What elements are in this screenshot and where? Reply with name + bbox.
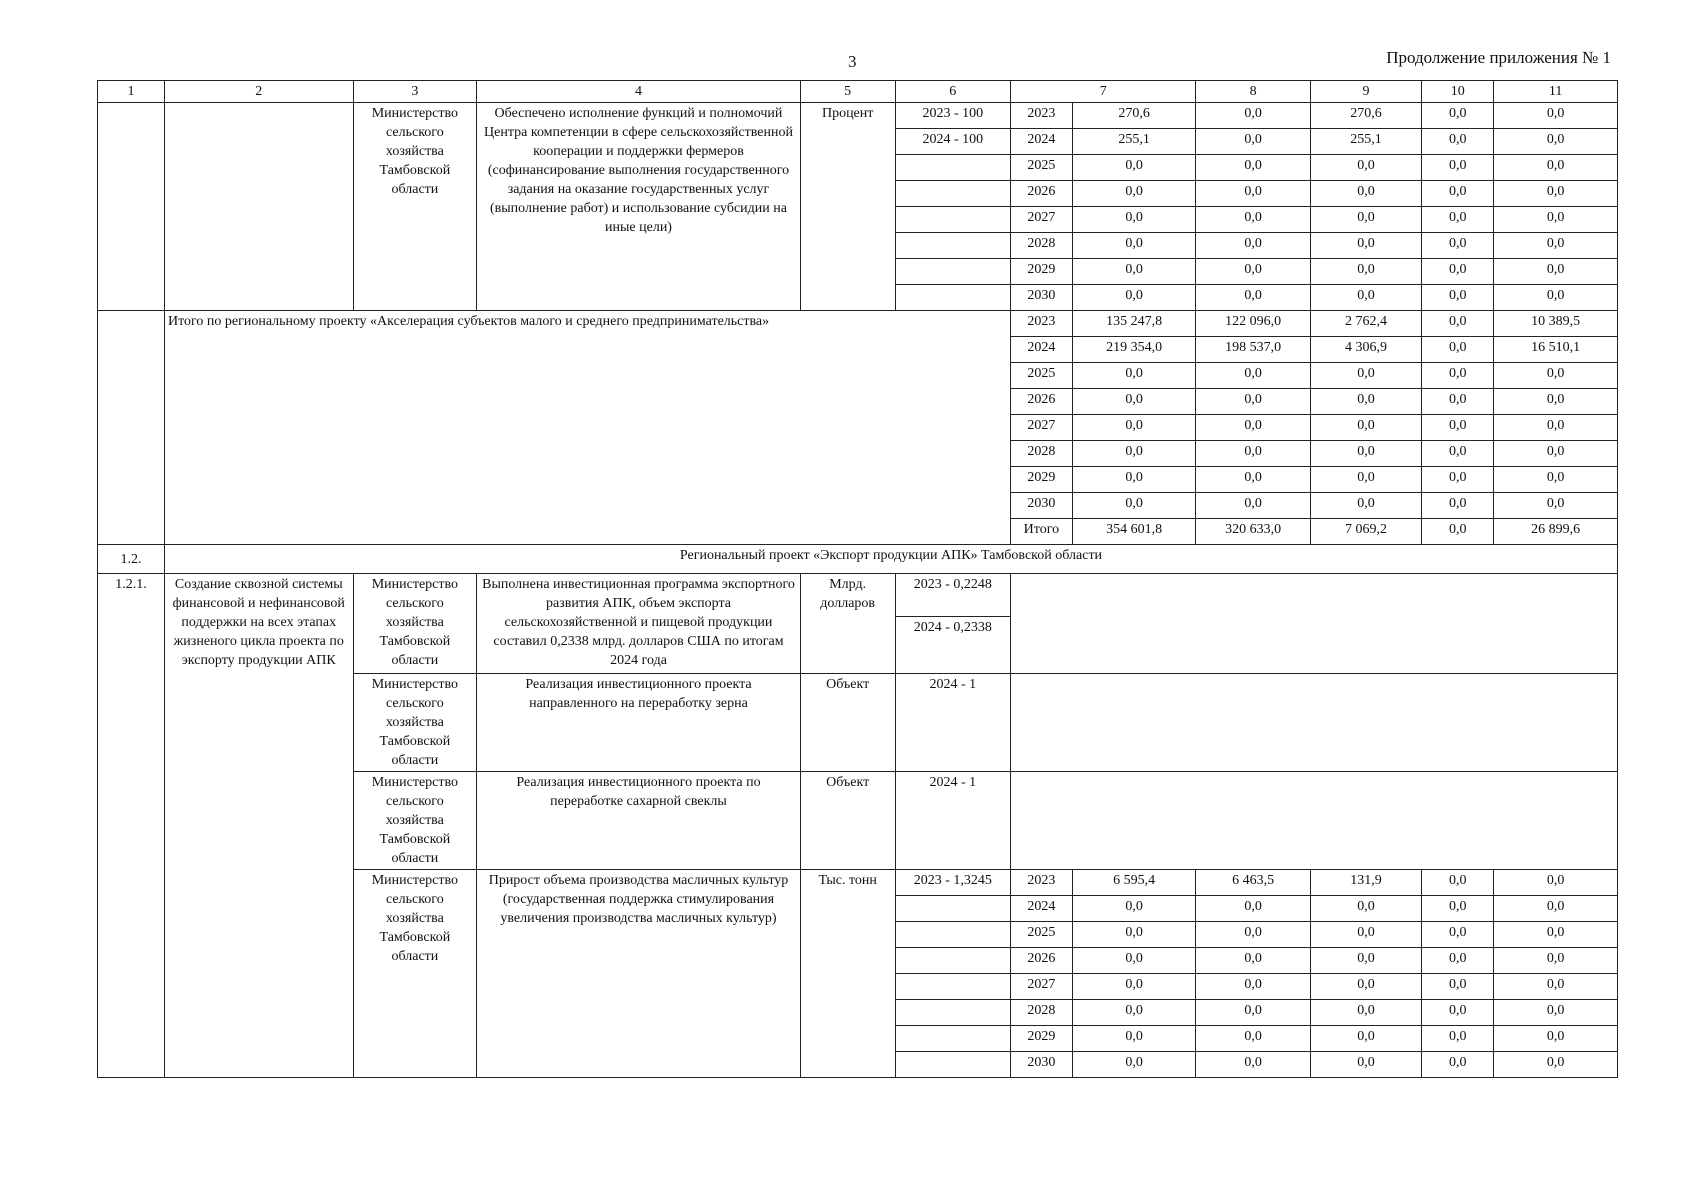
value-cell: 0,0 bbox=[1310, 207, 1421, 233]
value-cell: 0,0 bbox=[1310, 259, 1421, 285]
value-cell: 0,0 bbox=[1196, 363, 1310, 389]
empty-cell bbox=[1010, 574, 1617, 674]
empty-cell bbox=[895, 155, 1010, 181]
table-row bbox=[98, 103, 1618, 129]
value-cell: 0,0 bbox=[1196, 896, 1310, 922]
value-cell: 0,0 bbox=[1422, 467, 1494, 493]
value-cell: 0,0 bbox=[1422, 922, 1494, 948]
responsible-cell: Министерство сельского хозяйства Тамбовской области bbox=[353, 870, 477, 1078]
value-cell: 131,9 bbox=[1310, 870, 1421, 896]
table-row bbox=[98, 574, 1618, 617]
value-cell: 0,0 bbox=[1422, 519, 1494, 545]
empty-cell bbox=[98, 103, 165, 311]
value-cell: 0,0 bbox=[1494, 415, 1618, 441]
value-cell: 320 633,0 bbox=[1196, 519, 1310, 545]
empty-cell bbox=[895, 181, 1010, 207]
value-cell: 255,1 bbox=[1310, 129, 1421, 155]
value-cell: 0,0 bbox=[1196, 233, 1310, 259]
col-header: 8 bbox=[1196, 81, 1310, 103]
empty-cell bbox=[895, 233, 1010, 259]
target-cell: 2023 - 1,3245 bbox=[895, 870, 1010, 896]
year-cell: 2028 bbox=[1010, 1000, 1072, 1026]
value-cell: 0,0 bbox=[1422, 207, 1494, 233]
value-cell: 0,0 bbox=[1196, 1000, 1310, 1026]
value-cell: 10 389,5 bbox=[1494, 311, 1618, 337]
value-cell: 0,0 bbox=[1494, 896, 1618, 922]
value-cell: 0,0 bbox=[1196, 285, 1310, 311]
year-cell: 2030 bbox=[1010, 493, 1072, 519]
value-cell: 0,0 bbox=[1422, 948, 1494, 974]
value-cell: 0,0 bbox=[1072, 441, 1196, 467]
col-header: 11 bbox=[1494, 81, 1618, 103]
value-cell: 0,0 bbox=[1196, 974, 1310, 1000]
total-label: Итого по региональному проекту «Акселерация субъектов малого и среднего предпринимательства» bbox=[164, 311, 1010, 545]
year-cell: 2025 bbox=[1010, 922, 1072, 948]
empty-cell bbox=[164, 103, 353, 311]
value-cell: 6 595,4 bbox=[1072, 870, 1196, 896]
value-cell: 0,0 bbox=[1196, 922, 1310, 948]
target-cell: 2024 - 0,2338 bbox=[895, 617, 1010, 674]
value-cell: 0,0 bbox=[1494, 363, 1618, 389]
empty-cell bbox=[895, 285, 1010, 311]
value-cell: 0,0 bbox=[1422, 493, 1494, 519]
year-cell: 2023 bbox=[1010, 103, 1072, 129]
result-cell: Обеспечено исполнение функций и полномочий Центра компетенции в сфере сельскохозяйственной кооперации и поддержки фермеров (софинансирование выполнения государственного задания на оказание государственных услуг (выполнение работ) и использование субсидии на иные цели) bbox=[477, 103, 801, 311]
empty-cell bbox=[895, 1026, 1010, 1052]
value-cell: 0,0 bbox=[1422, 1026, 1494, 1052]
value-cell: 0,0 bbox=[1422, 363, 1494, 389]
value-cell: 0,0 bbox=[1422, 181, 1494, 207]
value-cell: 0,0 bbox=[1196, 1052, 1310, 1078]
col-header: 9 bbox=[1310, 81, 1421, 103]
value-cell: 0,0 bbox=[1072, 922, 1196, 948]
year-cell: 2027 bbox=[1010, 415, 1072, 441]
value-cell: 2 762,4 bbox=[1310, 311, 1421, 337]
value-cell: 0,0 bbox=[1494, 922, 1618, 948]
continuation-label: Продолжение приложения № 1 bbox=[1386, 48, 1611, 67]
year-cell: 2023 bbox=[1010, 311, 1072, 337]
result-cell: Прирост объема производства масличных культур (государственная поддержка стимулирования увеличения производства масличных культур) bbox=[477, 870, 801, 1078]
value-cell: 135 247,8 bbox=[1072, 311, 1196, 337]
section-title: Региональный проект «Экспорт продукции АПК» Тамбовской области bbox=[164, 545, 1617, 574]
value-cell: 0,0 bbox=[1422, 129, 1494, 155]
value-cell: 0,0 bbox=[1422, 1000, 1494, 1026]
value-cell: 0,0 bbox=[1422, 441, 1494, 467]
value-cell: 0,0 bbox=[1494, 155, 1618, 181]
value-cell: 0,0 bbox=[1310, 441, 1421, 467]
value-cell: 0,0 bbox=[1310, 233, 1421, 259]
item-number: 1.2.1. bbox=[98, 574, 165, 1078]
value-cell: 0,0 bbox=[1196, 493, 1310, 519]
value-cell: 0,0 bbox=[1422, 285, 1494, 311]
col-header: 7 bbox=[1010, 81, 1195, 103]
value-cell: 6 463,5 bbox=[1196, 870, 1310, 896]
value-cell: 0,0 bbox=[1196, 181, 1310, 207]
value-cell: 0,0 bbox=[1310, 896, 1421, 922]
value-cell: 270,6 bbox=[1310, 103, 1421, 129]
value-cell: 26 899,6 bbox=[1494, 519, 1618, 545]
value-cell: 0,0 bbox=[1310, 363, 1421, 389]
value-cell: 0,0 bbox=[1072, 467, 1196, 493]
value-cell: 0,0 bbox=[1494, 441, 1618, 467]
value-cell: 0,0 bbox=[1310, 1026, 1421, 1052]
year-cell: 2024 bbox=[1010, 337, 1072, 363]
result-cell: Реализация инвестиционного проекта по переработке сахарной свеклы bbox=[477, 772, 801, 870]
year-cell: 2029 bbox=[1010, 259, 1072, 285]
value-cell: 0,0 bbox=[1310, 415, 1421, 441]
value-cell: 0,0 bbox=[1494, 103, 1618, 129]
value-cell: 0,0 bbox=[1072, 181, 1196, 207]
value-cell: 0,0 bbox=[1310, 493, 1421, 519]
empty-cell bbox=[895, 922, 1010, 948]
value-cell: 0,0 bbox=[1494, 1052, 1618, 1078]
value-cell: 0,0 bbox=[1494, 285, 1618, 311]
value-cell: 0,0 bbox=[1422, 870, 1494, 896]
value-cell: 0,0 bbox=[1494, 493, 1618, 519]
responsible-cell: Министерство сельского хозяйства Тамбовской области bbox=[353, 574, 477, 674]
value-cell: 270,6 bbox=[1072, 103, 1196, 129]
value-cell: 0,0 bbox=[1072, 1052, 1196, 1078]
value-cell: 4 306,9 bbox=[1310, 337, 1421, 363]
value-cell: 16 510,1 bbox=[1494, 337, 1618, 363]
target-cell: 2024 - 1 bbox=[895, 772, 1010, 870]
empty-cell bbox=[895, 1000, 1010, 1026]
unit-cell: Тыс. тонн bbox=[800, 870, 895, 1078]
value-cell: 0,0 bbox=[1494, 389, 1618, 415]
year-cell: 2025 bbox=[1010, 363, 1072, 389]
year-cell: 2024 bbox=[1010, 896, 1072, 922]
year-cell: 2030 bbox=[1010, 285, 1072, 311]
header-row bbox=[98, 81, 1618, 103]
value-cell: 0,0 bbox=[1422, 233, 1494, 259]
value-cell: 0,0 bbox=[1072, 207, 1196, 233]
value-cell: 0,0 bbox=[1310, 948, 1421, 974]
value-cell: 0,0 bbox=[1310, 1052, 1421, 1078]
year-cell: 2028 bbox=[1010, 441, 1072, 467]
section-number: 1.2. bbox=[98, 545, 165, 574]
value-cell: 0,0 bbox=[1196, 467, 1310, 493]
value-cell: 0,0 bbox=[1422, 311, 1494, 337]
value-cell: 122 096,0 bbox=[1196, 311, 1310, 337]
value-cell: 0,0 bbox=[1196, 389, 1310, 415]
value-cell: 0,0 bbox=[1422, 896, 1494, 922]
col-header: 10 bbox=[1422, 81, 1494, 103]
value-cell: 0,0 bbox=[1196, 259, 1310, 285]
value-cell: 0,0 bbox=[1072, 389, 1196, 415]
value-cell: 0,0 bbox=[1072, 948, 1196, 974]
value-cell: 0,0 bbox=[1310, 155, 1421, 181]
responsible-cell: Министерство сельского хозяйства Тамбовской области bbox=[353, 674, 477, 772]
unit-cell: Объект bbox=[800, 674, 895, 772]
result-cell: Реализация инвестиционного проекта направленного на переработку зерна bbox=[477, 674, 801, 772]
value-cell: 0,0 bbox=[1196, 441, 1310, 467]
value-cell: 7 069,2 bbox=[1310, 519, 1421, 545]
value-cell: 0,0 bbox=[1310, 467, 1421, 493]
empty-cell bbox=[895, 974, 1010, 1000]
unit-cell: Процент bbox=[800, 103, 895, 311]
result-cell: Выполнена инвестиционная программа экспортного развития АПК, объем экспорта сельскохозяйственной и пищевой продукции составил 0,2338 млрд. долларов США по итогам 2024 года bbox=[477, 574, 801, 674]
value-cell: 255,1 bbox=[1072, 129, 1196, 155]
year-cell: 2023 bbox=[1010, 870, 1072, 896]
value-cell: 354 601,8 bbox=[1072, 519, 1196, 545]
year-cell: 2024 bbox=[1010, 129, 1072, 155]
responsible-cell: Министерство сельского хозяйства Тамбовской области bbox=[353, 103, 477, 311]
value-cell: 0,0 bbox=[1422, 103, 1494, 129]
value-cell: 0,0 bbox=[1422, 415, 1494, 441]
value-cell: 0,0 bbox=[1422, 1052, 1494, 1078]
value-cell: 0,0 bbox=[1196, 415, 1310, 441]
value-cell: 0,0 bbox=[1196, 155, 1310, 181]
year-cell: 2026 bbox=[1010, 181, 1072, 207]
value-cell: 0,0 bbox=[1494, 974, 1618, 1000]
value-cell: 0,0 bbox=[1422, 259, 1494, 285]
appendix-table bbox=[97, 80, 1618, 1078]
year-cell: 2026 bbox=[1010, 948, 1072, 974]
page-number: 3 bbox=[848, 52, 857, 71]
value-cell: 0,0 bbox=[1494, 233, 1618, 259]
value-cell: 0,0 bbox=[1196, 129, 1310, 155]
value-cell: 0,0 bbox=[1422, 389, 1494, 415]
value-cell: 0,0 bbox=[1196, 207, 1310, 233]
value-cell: 0,0 bbox=[1072, 155, 1196, 181]
year-cell: 2028 bbox=[1010, 233, 1072, 259]
value-cell: 0,0 bbox=[1310, 974, 1421, 1000]
value-cell: 0,0 bbox=[1310, 389, 1421, 415]
value-cell: 0,0 bbox=[1072, 896, 1196, 922]
target-cell: 2023 - 0,2248 bbox=[895, 574, 1010, 617]
year-cell: 2029 bbox=[1010, 467, 1072, 493]
value-cell: 0,0 bbox=[1072, 1026, 1196, 1052]
value-cell: 0,0 bbox=[1072, 415, 1196, 441]
target-cell: 2024 - 100 bbox=[895, 129, 1010, 155]
value-cell: 0,0 bbox=[1072, 363, 1196, 389]
section-row bbox=[98, 545, 1618, 574]
col-header: 6 bbox=[895, 81, 1010, 103]
value-cell: 0,0 bbox=[1072, 259, 1196, 285]
unit-cell: Млрд. долларов bbox=[800, 574, 895, 674]
table-body bbox=[98, 81, 1618, 1078]
empty-cell bbox=[895, 1052, 1010, 1078]
unit-cell: Объект bbox=[800, 772, 895, 870]
col-header: 2 bbox=[164, 81, 353, 103]
value-cell: 0,0 bbox=[1196, 103, 1310, 129]
col-header: 3 bbox=[353, 81, 477, 103]
value-cell: 0,0 bbox=[1494, 181, 1618, 207]
value-cell: 0,0 bbox=[1310, 1000, 1421, 1026]
value-cell: 0,0 bbox=[1072, 1000, 1196, 1026]
value-cell: 0,0 bbox=[1072, 233, 1196, 259]
empty-cell bbox=[1010, 772, 1617, 870]
year-cell: 2025 bbox=[1010, 155, 1072, 181]
value-cell: 0,0 bbox=[1494, 207, 1618, 233]
col-header: 4 bbox=[477, 81, 801, 103]
empty-cell bbox=[1010, 674, 1617, 772]
col-header: 1 bbox=[98, 81, 165, 103]
col-header: 5 bbox=[800, 81, 895, 103]
empty-cell bbox=[98, 311, 165, 545]
empty-cell bbox=[895, 896, 1010, 922]
value-cell: 0,0 bbox=[1494, 259, 1618, 285]
empty-cell bbox=[895, 207, 1010, 233]
table-row bbox=[98, 311, 1618, 337]
target-cell: 2024 - 1 bbox=[895, 674, 1010, 772]
value-cell: 0,0 bbox=[1494, 129, 1618, 155]
year-cell: 2030 bbox=[1010, 1052, 1072, 1078]
value-cell: 0,0 bbox=[1072, 974, 1196, 1000]
value-cell: 0,0 bbox=[1196, 948, 1310, 974]
value-cell: 0,0 bbox=[1196, 1026, 1310, 1052]
value-cell: 219 354,0 bbox=[1072, 337, 1196, 363]
value-cell: 0,0 bbox=[1072, 285, 1196, 311]
item-name: Создание сквозной системы финансовой и нефинансовой поддержки на всех этапах жизненого цикла проекта по экспорту продукции АПК bbox=[164, 574, 353, 1078]
empty-cell bbox=[895, 948, 1010, 974]
year-cell: 2027 bbox=[1010, 974, 1072, 1000]
year-cell: 2026 bbox=[1010, 389, 1072, 415]
value-cell: 0,0 bbox=[1310, 922, 1421, 948]
value-cell: 0,0 bbox=[1072, 493, 1196, 519]
value-cell: 0,0 bbox=[1310, 181, 1421, 207]
value-cell: 198 537,0 bbox=[1196, 337, 1310, 363]
value-cell: 0,0 bbox=[1422, 337, 1494, 363]
value-cell: 0,0 bbox=[1494, 948, 1618, 974]
year-cell: 2027 bbox=[1010, 207, 1072, 233]
target-cell: 2023 - 100 bbox=[895, 103, 1010, 129]
year-cell: 2029 bbox=[1010, 1026, 1072, 1052]
value-cell: 0,0 bbox=[1310, 285, 1421, 311]
empty-cell bbox=[895, 259, 1010, 285]
responsible-cell: Министерство сельского хозяйства Тамбовской области bbox=[353, 772, 477, 870]
value-cell: 0,0 bbox=[1494, 467, 1618, 493]
value-cell: 0,0 bbox=[1494, 1026, 1618, 1052]
value-cell: 0,0 bbox=[1422, 155, 1494, 181]
value-cell: 0,0 bbox=[1494, 870, 1618, 896]
value-cell: 0,0 bbox=[1422, 974, 1494, 1000]
value-cell: 0,0 bbox=[1494, 1000, 1618, 1026]
year-cell: Итого bbox=[1010, 519, 1072, 545]
